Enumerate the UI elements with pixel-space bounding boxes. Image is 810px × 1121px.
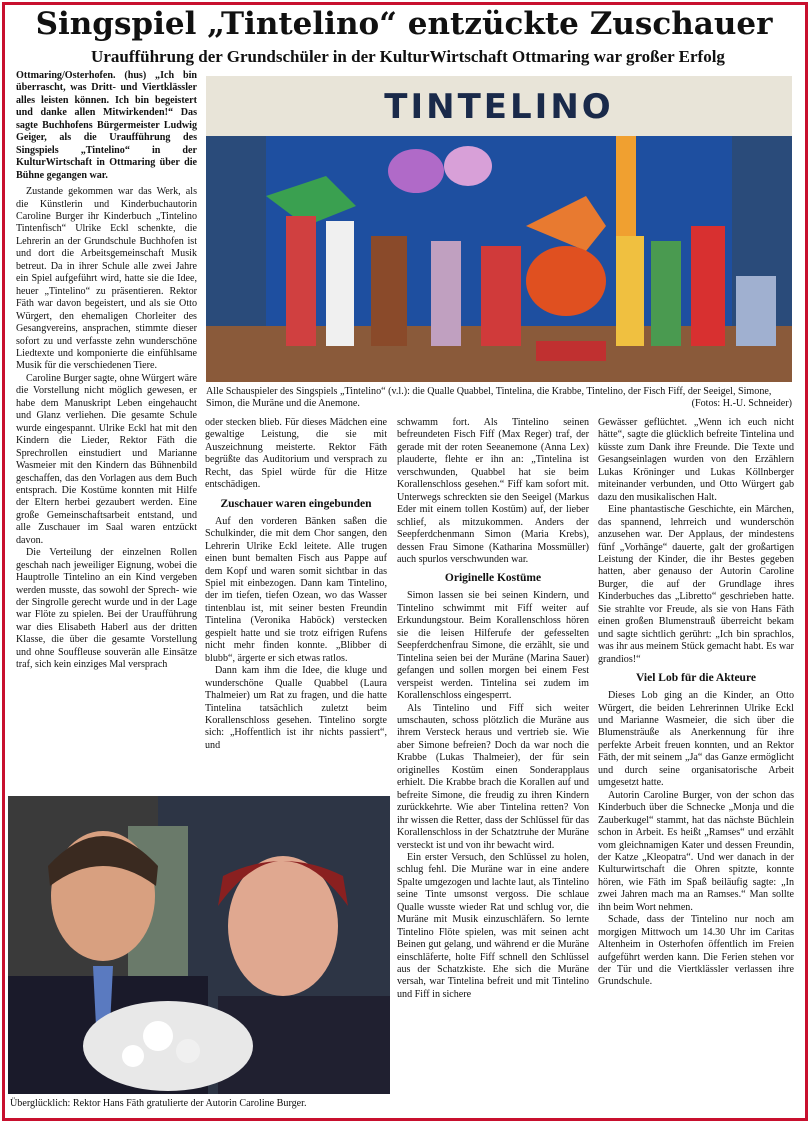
paragraph: schwamm fort. Als Tintelino seinen befreundeten Fisch Fiff (Max Reger) traf, der gerade mit der roten Seeanemone (Anna Lex) plauderte, flehte er ihn an: „Tintelina ist verschwunden, Quabbel hat sie beim Korallenschloss gesehen.“ Fiff kam sofort mit. Unterwegs schreckten sie den Seeigel (Markus Eder mit einem tollen Kostüm) auf, der lieber schlief, als mitzukommen. Anders der Seepferdchenmann Simon (Maria Krebs), dessen Frau Simone (Katharina Mossmüller) auch spurlos verschwunden war. [397, 417, 589, 565]
paragraph: Gewässer geflüchtet. „Wenn ich euch nicht hätte“, sagte die glücklich befreite Tintelina und küsste zum Dank ihre Freunde. Die Texte und Gesangseinlagen wurden von den Erzählern Lukas Kröninger und Lukas Köllnberger miteinander verbunden, und Otto Würgert gab dazu den musikalischen Halt. [598, 417, 794, 503]
paragraph: Dann kam ihm die Idee, die kluge und wunderschöne Qualle Quabbel (Laura Thalmeier) um Rat zu fragen, und die hatte Tintelina tatsächlich zuletzt beim Korallenschloss gesehen. Tintelino sorgte sich: „Hoffentlich ist ihr nichts passiert“, und [205, 665, 387, 751]
paragraph: Eine phantastische Geschichte, ein Märchen, das spannend, lehrreich und wunderschön anzusehen war. Der Applaus, der mindestens fünf „Vorhänge“ dauerte, galt der großartigen Leistung der Kinder, die ihr Bestes gegeben hatten, aber genauso der Autorin Caroline Burger, die auf der Grundlage ihres Kinderbuches das „Libretto“ geschrieben hatte. Sie strahlte vor Freude, als sie von Hans Fäth einen großen Blumenstrauß überreicht bekam und sagte sichtlich gerührt: „Ich bin sprachlos, was ihr aus meinem Stück gemacht habt. Es war grandios!“ [598, 504, 794, 665]
section-heading: Originelle Kostüme [444, 572, 542, 585]
paragraph: Auf den vorderen Bänken saßen die Schulkinder, die mit dem Chor sangen, den Lehrerin Ulrike Eckl leitete. Alle trugen einen bunt bemalten Fisch aus Pappe auf dem Kopf und waren somit sichtbar in das Spiel mit einbezogen. Dann kam Tintelino, der im tiefen, tiefen Ozean, wo das Wasser tintenblau ist, mit seiner besten Freundin Tintelina (Veronika Haböck) verstecken gespielt hatte und sie trotz eifrigen Rufens nicht mehr finden konnte. „Blibber di blubb“, ärgerte er sich etwas ratlos. [205, 515, 387, 664]
portrait-photo [8, 796, 390, 1094]
paragraph: oder stecken blieb. Für dieses Mädchen eine gewaltige Leistung, die sie mit Auszeichnung meisterte. Rektor Fäth begrüßte das Auditorium und versprach zu Recht, das Spiel würde für die Hitze entschädigen. [205, 417, 387, 491]
column-3 [397, 417, 589, 1107]
paragraph: Autorin Caroline Burger, von der schon das Kinderbuch über die Schnecke „Monja und die Zauberkugel“ stammt, hat das nächste Büchlein schon in Arbeit. Es heißt „Ramses“ und erzählt vom gleichnamigen Kater und dessen Freundin, der Katze „Kleopatra“. Und wer danach in der Kulturwirtschaft die Ohren spitzte, konnte hören, wie Fäth im Spaß beiläufig sagte: „In zwei Jahren mach ma an Ramses.“ Man sollte ihn beim Wort nehmen. [598, 789, 794, 913]
section-heading: Zuschauer waren eingebunden [220, 497, 372, 510]
column-1 [16, 70, 197, 790]
stage-scene [206, 76, 792, 382]
portrait-scene [8, 796, 390, 1094]
portrait-photo-caption: Überglücklich: Rektor Hans Fäth gratulierte der Autorin Caroline Burger. [10, 1098, 307, 1109]
stage-photo [206, 76, 792, 382]
paragraph: Simon lassen sie bei seinen Kindern, und Tintelino schwimmt mit Fiff weiter auf Erkundungstour. Beim Korallenschloss hören sie die leisen Hilferufe der gefesselten Seepferdchenfrau Simone, die erzählt, sie und Tintelina seien bei der Muräne (Marina Sauer) gefangen und sollen morgen bei einem Fest verspeist werden. Tintelina sei zudem im Korallenschloss eingesperrt. [397, 590, 589, 702]
column-2 [205, 417, 387, 792]
caption-text: Alle Schauspieler des Singspiels „Tintelino“ (v.l.): die Qualle Quabbel, Tintelina, die Krabbe, Tintelino, der Fisch Fiff, der Seeigel, Simone, Simon, die Muräne und die Anemone. [206, 386, 772, 410]
lead-paragraph: Ottmaring/Osterhofen. (hus) „Ich bin überrascht, was Dritt- und Viertklässler alles leisten können. Ich bin begeistert und danke allen Mitwirkenden!“ Das sagte Buchhofens Bürgermeister Ludwig Geiger, als die Uraufführung des Singspiels „Tintelino“ in der KulturWirtschaft in Ottmaring über die Bühne gegangen war. [16, 70, 197, 181]
paragraph: Caroline Burger sagte, ohne Würgert wäre die Vorstellung nicht möglich gewesen, er habe dem Manuskript Leben eingehaucht und Glanz verliehen. Die gesamte Schule wurde eingespannt. Ulrike Eckl hat mit den Kindern die Lieder, Rektor Fäth die Sprechrollen einstudiert und Marianne Wasmeier mit den Kindern das Bühnenbild geschaffen, das den Vorlagen aus dem Buch entsprach. Die Kostüme konnten mit Hilfe der Eltern herbei gezaubert werden. Eine große Gemeinschaftsarbeit entstand, und alle Zuschauer im Saal waren entzückt davon. [16, 372, 197, 546]
paragraph: Ein erster Versuch, den Schlüssel zu holen, schlug fehl. Die Muräne war in eine andere Spalte umgezogen und lachte laut, als Tintelino seine Tinte umsonst vergoss. Die schlaue Qualle wusste wieder Rat und schlug vor, die Muräne mit Musik einzuschläfern. So lernte Tintelino Flöte spielen, was mit seinen acht Beinen gut gelang, und während er die Muräne einschläferte, holte Fiff schnell den Schlüssel aus der Schatzkiste. Ehe sich die Muräne versah, war Tintelina befreit und mit Tintelino und Fiff in sichere [397, 851, 589, 1000]
column-4 [598, 417, 794, 1107]
paragraph: Als Tintelino und Fiff sich weiter umschauten, schoss plötzlich die Muräne aus ihrem Versteck heraus und vertrieb sie. Wie aber Simone befreien? Doch da war noch die Krabbe (Lukas Thalmeier), der für sein originelles Kostüm einen Sonderapplaus erhielt. Die Krabbe brach die Korallen auf und befreite Simone, die freudig zu ihren Kindern zurückkehrte. Wie aber Tintelina retten? Von ihr wissen die Retter, dass der Schlüssel für das Korallenschloss in der Schatztruhe der Muräne versteckt ist und von ihr bewacht wird. [397, 702, 589, 851]
photo-credit: (Fotos: H.-U. Schneider) [691, 398, 792, 410]
subheadline: Uraufführung der Grundschüler in der KulturWirtschaft Ottmaring war großer Erfolg [91, 47, 725, 66]
paragraph: Schade, dass der Tintelino nur noch am morgigen Mittwoch um 14.30 Uhr im Caritas Altenheim in Osterhofen öffentlich im Freien aufgeführt werden kann. Die Ferien stehen vor der Tür und die Viertklässler verlassen ihre Grundschule. [598, 914, 794, 988]
paragraph: Zustande gekommen war das Werk, als die Künstlerin und Kinderbuchautorin Caroline Burger ihr Kinderbuch „Tintelino Tintenfisch“ Ulrike Eckl schenkte, die Lehrerin an der Grundschule Buchhofen ist und dort die Arbeitsgemeinschaft Musik betreut. Da in ihrer Schule alle zwei Jahre ein Spiel aufgeführt wird, hatte sie die Idee, heuer „Tintelino“ zu präsentieren. Rektor Fäth war davon begeistert, und als sie Otto Würgert, den ehemaligen Chorleiter des Gesangvereins, ansprachen, stimmte dieser sofort zu und verfasste zehn wunderschöne Liedtexte und komponierte die einfühlsame Musik für die verschiedenen Tiere. [16, 186, 197, 372]
banner-text: TINTELINO [384, 87, 614, 127]
paragraph: Dieses Lob ging an die Kinder, an Otto Würgert, die beiden Lehrerinnen Ulrike Eckl und Marianne Wasmeier, die sich über die Blumensträuße als Anerkennung für ihre perfekte Arbeit freuen konnten, und an Rektor Fäth, der mit seinem „Ja“ das Ganze ermöglicht und durch seine organisatorische Arbeit umgesetzt hatte. [598, 690, 794, 789]
paragraph: Die Verteilung der einzelnen Rollen geschah nach jeweiliger Eignung, wobei die Hauptrolle Tintelino an ein Kind vergeben werden musste, das sowohl der Sprech- wie der Singrolle gerecht wurde und in der Lage war Flöte zu spielen. Bei der Uraufführung war dies Elisabeth Haberl aus der dritten Klasse, die über die gesamte Vorstellung und ohne Souffleuse souverän alle Einsätze traf, sich kein einziges Mal versprach [16, 547, 197, 671]
headline: Singspiel „Tintelino“ entzückte Zuschauer [35, 6, 773, 42]
section-heading: Viel Lob für die Akteure [636, 672, 756, 685]
stage-photo-caption [206, 386, 792, 411]
